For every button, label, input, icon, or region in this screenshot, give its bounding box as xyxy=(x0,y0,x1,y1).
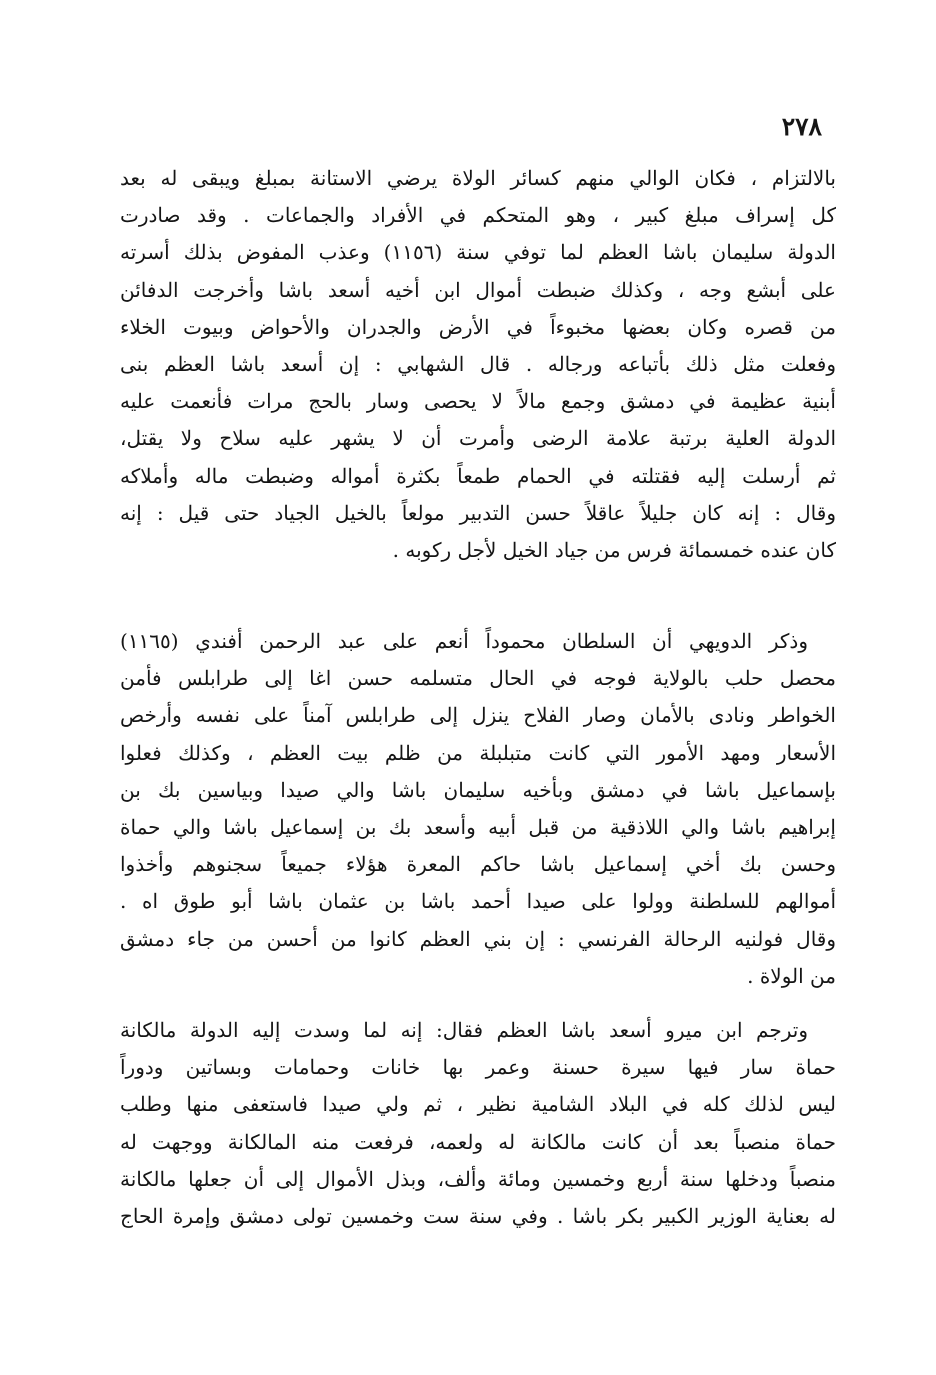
paragraph-2 xyxy=(120,623,836,995)
text-line: وقال فولنيه الرحالة الفرنسي : إن بني العظم كانوا من أحسن من جاء دمشق xyxy=(120,926,836,951)
text-line: وقال : إنه كان جليلاً عاقلاً حسن التدبير مولعاً بالخيل الجياد حتى قيل : إنه xyxy=(120,500,836,525)
text-line: ليس لذلك كله في البلاد الشامية نظير ، ثم ولي صيدا فاستعفى منها وطلب xyxy=(120,1092,836,1117)
text-line: له بعناية الوزير الكبير بكر باشا . وفي سنة ست وخمسين تولى دمشق وإمرة الحاج xyxy=(120,1203,836,1228)
paragraph-3 xyxy=(120,1012,836,1235)
text-line: كان عنده خمسمائة فرس من جياد الخيل لأجل ركوبه . xyxy=(392,537,836,562)
text-line: حماة سار فيها سيرة حسنة وعمر بها خانات وحمامات وبساتين ودوراً xyxy=(120,1055,836,1080)
text-line: محصل حلب بالولاية فوجه في الحال متسلمه حسن اغا إلى طرابلس فأمن xyxy=(120,666,836,691)
text-line: وذكر الدويهي أن السلطان محموداً أنعم على عبد الرحمن أفندي (١١٦٥) xyxy=(120,629,808,653)
text-line: بالالتزام ، فكان الوالي منهم كسائر الولاة يرضي الاستانة بمبلغ ويبقى له بعد xyxy=(120,166,836,190)
text-line: الأسعار ومهد الأمور التي كانت متبلبلة من ظلم بيت العظم ، وكذلك فعلوا xyxy=(120,740,836,765)
text-line: وترجم ابن ميرو أسعد باشا العظم فقال: إنه لما وسدت إليه الدولة مالكانة xyxy=(120,1018,808,1042)
text-line: من الولاة . xyxy=(747,963,836,988)
text-line: الخواطر ونادى بالأمان وصار الفلاح ينزل إلى طرابلس آمناً على نفسه وأرخص xyxy=(120,703,836,728)
text-line: بإسماعيل باشا في دمشق وبأخيه سليمان باشا والي صيدا وبياسين بك بن xyxy=(120,777,836,802)
text-line: حماة منصباً بعد أن كانت مالكانة له ولعمه، فرفعت منه المالكانة ووجهت له xyxy=(120,1129,836,1154)
text-line: الدولة العلية برتبة علامة الرضى وأمرت أن لا يشهر عليه سلاح ولا يقتل، xyxy=(120,426,836,451)
text-line: وحسن بك أخي إسماعيل باشا حاكم المعرة هؤلاء جميعاً سجنوهم وأخذوا xyxy=(120,852,836,877)
text-line: أبنية عظيمة في دمشق وجمع مالاً لا يحصى وسار بالحج مرات فأنعمت عليه xyxy=(120,389,836,414)
text-line: كل إسراف مبلغ كبير ، وهو المتحكم في الأفراد والجماعات . وقد صادرت xyxy=(120,203,836,228)
text-line: وفعلت مثل ذلك بأتباعه ورجاله . قال الشهابي : إن أسعد باشا العظم بنى xyxy=(120,351,836,376)
text-line: على أبشع وجه ، وكذلك ضبطت أموال ابن أخيه أسعد باشا وأخرجت الدفائن xyxy=(120,277,836,302)
paragraph-1 xyxy=(120,160,836,569)
text-line: ثم أرسلت إليه فقتلته في الحمام طمعاً بكثرة أمواله وضبطت ماله وأملاكه xyxy=(120,463,836,488)
text-line: من قصره وكان بعضها مخبوءاً في الأرض والجدران والأحواض وبيوت الخلاء xyxy=(120,314,836,339)
page-number: ٢٧٨ xyxy=(781,112,822,141)
text-line: منصباً ودخلها سنة أربع وخمسين ومائة وألف، وبذل الأموال إلى أن جعلها مالكانة xyxy=(120,1166,836,1191)
text-line: إبراهيم باشا والي اللاذقية من قبل أبيه وأسعد بك بن إسماعيل باشا والي حماة xyxy=(120,814,836,839)
text-line: أموالهم للسلطنة وولوا على صيدا أحمد باشا بن عثمان باشا أبو طوق اه . xyxy=(120,889,836,914)
text-line: الدولة سليمان باشا العظم لما توفي سنة (١١٥٦) وعذب المفوض بذلك أسرته xyxy=(120,240,836,265)
